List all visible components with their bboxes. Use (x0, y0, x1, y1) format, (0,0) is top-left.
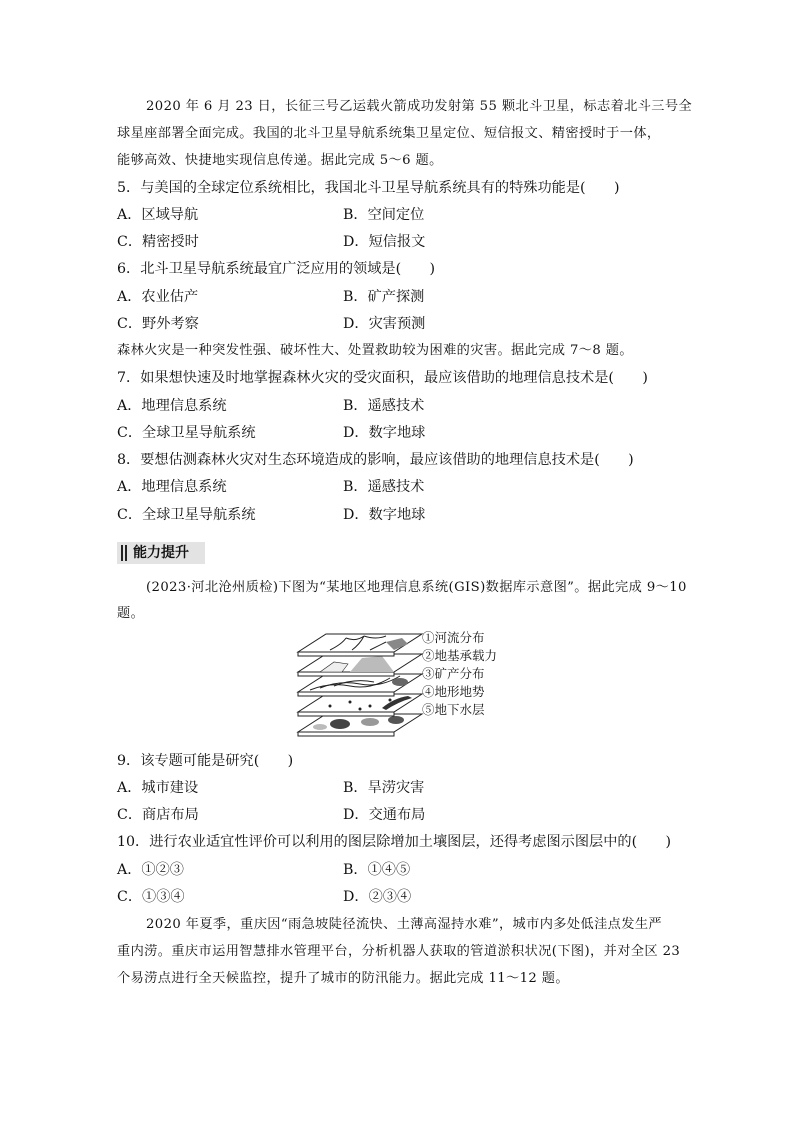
question-5-option-a[interactable]: A．区域导航 (117, 207, 199, 223)
passage3-line2: 题。 (117, 606, 145, 621)
gis-layer-stack-diagram (290, 628, 430, 746)
question-9-option-d[interactable]: D．交通布局 (343, 807, 426, 823)
section-bar-icon (125, 545, 127, 561)
passage1-line2: 球星座部署全面完成。我国的北斗卫星导航系统集卫星定位、短信报文、精密授时于一体， (117, 126, 661, 141)
question-10-stem: 10．进行农业适宜性评价可以利用的图层除增加土壤图层，还得考虑图示图层中的( ) (117, 834, 672, 850)
question-8-option-a[interactable]: A．地理信息系统 (117, 479, 227, 495)
question-5-stem: 5．与美国的全球定位系统相比，我国北斗卫星导航系统具有的特殊功能是( ) (117, 180, 620, 196)
question-8-option-c[interactable]: C．全球卫星导航系统 (117, 507, 256, 523)
question-8-option-d[interactable]: D．数字地球 (343, 507, 426, 523)
question-9-option-a[interactable]: A．城市建设 (117, 780, 199, 796)
question-7-stem: 7．如果想快速及时地掌握森林火灾的受灾面积，最应该借助的地理信息技术是( ) (117, 370, 648, 386)
question-10-option-c[interactable]: C．①③④ (117, 889, 185, 905)
question-6-option-b[interactable]: B．矿产探测 (343, 289, 425, 305)
question-7-option-a[interactable]: A．地理信息系统 (117, 398, 227, 414)
gis-layers-figure (290, 628, 510, 746)
question-9-stem: 9．该专题可能是研究( ) (117, 753, 294, 769)
question-5-option-c[interactable]: C．精密授时 (117, 234, 199, 250)
question-8-stem: 8．要想估测森林火灾对生态环境造成的影响，最应该借助的地理信息技术是( ) (117, 452, 634, 468)
figure-layer-label-5: ⑤地下水层 (422, 702, 485, 717)
question-6-option-d[interactable]: D．灾害预测 (343, 316, 426, 332)
question-10-option-a[interactable]: A．①②③ (117, 862, 184, 878)
passage1-line3: 能够高效、快捷地实现信息传递。据此完成 5～6 题。 (117, 153, 443, 168)
passage3-line1: (2023·河北沧州质检)下图为“某地区地理信息系统(GIS)数据库示意图”。据此完成 9～10 (146, 580, 687, 595)
passage1-line1: 2020 年 6 月 23 日，长征三号乙运载火箭成功发射第 55 颗北斗卫星，标志着北斗三号全 (146, 99, 693, 114)
question-10-option-b[interactable]: B．①④⑤ (343, 862, 411, 878)
passage4-line2: 重内涝。重庆市运用智慧排水管理平台，分析机器人获取的管道淤积状况(下图)，并对全区 23 (117, 944, 681, 959)
question-7-option-c[interactable]: C．全球卫星导航系统 (117, 425, 256, 441)
section-bar-icon (121, 545, 123, 561)
figure-layer-label-1: ①河流分布 (422, 630, 485, 645)
section-header (117, 542, 205, 564)
question-6-option-c[interactable]: C．野外考察 (117, 316, 199, 332)
figure-layer-label-2: ②地基承载力 (422, 648, 498, 663)
question-10-option-d[interactable]: D．②③④ (343, 889, 412, 905)
passage2: 森林火灾是一种突发性强、破坏性大、处置救助较为困难的灾害。据此完成 7～8 题。 (117, 343, 633, 358)
question-7-option-d[interactable]: D．数字地球 (343, 425, 426, 441)
question-5-option-b[interactable]: B．空间定位 (343, 207, 425, 223)
figure-layer-label-4: ④地形地势 (422, 684, 485, 699)
passage4-line1: 2020 年夏季，重庆因“雨急坡陡径流快、土薄高湿持水难”，城市内多处低洼点发生严 (146, 917, 663, 932)
question-5-option-d[interactable]: D．短信报文 (343, 234, 426, 250)
figure-layer-label-3: ③矿产分布 (422, 666, 485, 681)
passage4-line3: 个易涝点进行全天候监控，提升了城市的防汛能力。据此完成 11～12 题。 (117, 971, 569, 986)
section-title: 能力提升 (133, 545, 189, 561)
question-8-option-b[interactable]: B．遥感技术 (343, 479, 425, 495)
question-9-option-c[interactable]: C．商店布局 (117, 807, 199, 823)
question-9-option-b[interactable]: B．旱涝灾害 (343, 780, 425, 796)
question-7-option-b[interactable]: B．遥感技术 (343, 398, 425, 414)
question-6-option-a[interactable]: A．农业估产 (117, 289, 199, 305)
question-6-stem: 6．北斗卫星导航系统最宜广泛应用的领域是( ) (117, 261, 436, 277)
